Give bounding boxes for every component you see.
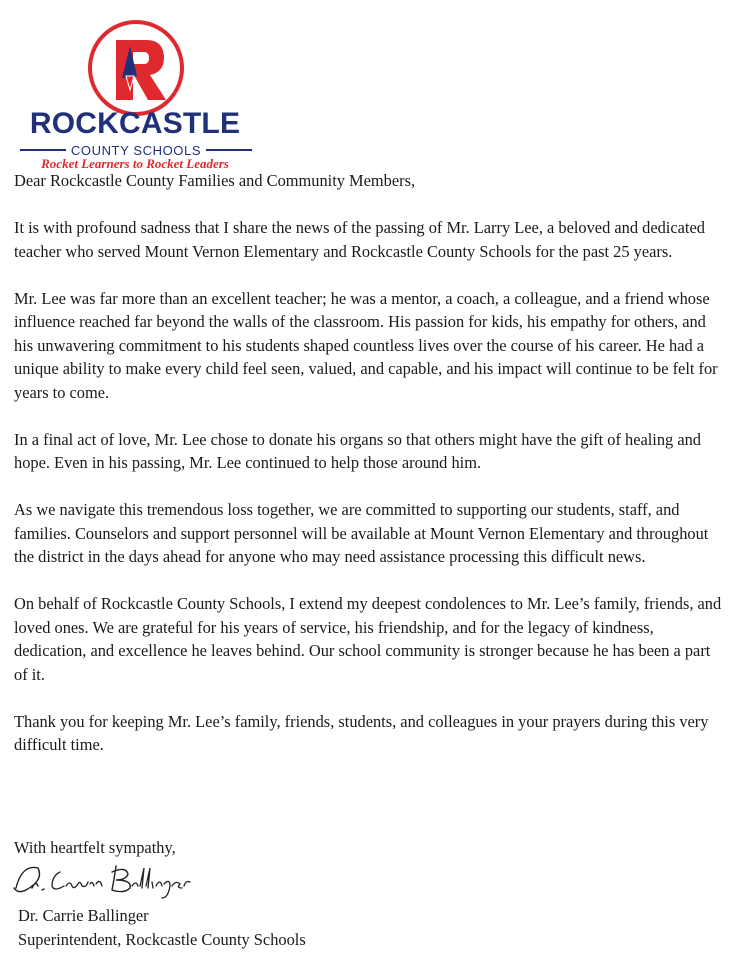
rocket-r-emblem-icon <box>86 18 186 118</box>
brand-tagline: Rocket Learners to Rocket Leaders <box>41 156 229 171</box>
paragraph: As we navigate this tremendous loss together, we are committed to supporting our students, staff, and families. Counselors and support personnel will be available at Mount Vernon Elementary and throughout the district in the days ahead for anyone who may need assistance processing this difficult news. <box>14 500 709 566</box>
handwritten-signature <box>8 858 194 902</box>
paragraph: In a final act of love, Mr. Lee chose to donate his organs so that others might have the gift of healing and hope. Even in his passing, Mr. Lee continued to help those around him. <box>14 429 702 472</box>
right-divider <box>206 149 252 151</box>
district-logo <box>14 18 256 171</box>
closing-line: With heartfelt sympathy, <box>14 838 176 857</box>
signer-name: Dr. Carrie Ballinger <box>18 906 149 925</box>
brand-subtitle: COUNTY SCHOOLS <box>70 142 202 158</box>
signer-title: Superintendent, Rockcastle County Schools <box>18 929 306 949</box>
paragraph: Thank you for keeping Mr. Lee’s family, friends, students, and colleagues in your prayers during this very difficult time. <box>14 711 709 754</box>
paragraph: On behalf of Rockcastle County Schools, I extend my deepest condolences to Mr. Lee’s family, friends, and loved ones. We are grateful for his years of service, his friendship, and for the legacy of kindness, dedication, and excellence he leaves behind. Our school community is stronger because he has been a part of it. <box>14 594 722 684</box>
signature-block <box>18 904 306 951</box>
left-divider <box>20 149 66 151</box>
paragraph: Mr. Lee was far more than an excellent teacher; he was a mentor, a coach, a colleague, and a friend whose influence reached far beyond the walls of the classroom. His passion for kids, his empathy for others, and his unwavering commitment to his students shaped countless lives over the course of his career. He had a unique ability to make every child feel seen, valued, and capable, and his impact will continue to be felt for years to come. <box>14 288 718 402</box>
brand-name: ROCKCASTLE <box>29 107 241 140</box>
paragraph: It is with profound sadness that I share the news of the passing of Mr. Larry Lee, a beloved and dedicated teacher who served Mount Vernon Elementary and Rockcastle County Schools for the past 25 years. <box>14 218 705 261</box>
salutation: Dear Rockcastle County Families and Community Members, <box>14 171 416 190</box>
letter-body <box>14 169 726 780</box>
